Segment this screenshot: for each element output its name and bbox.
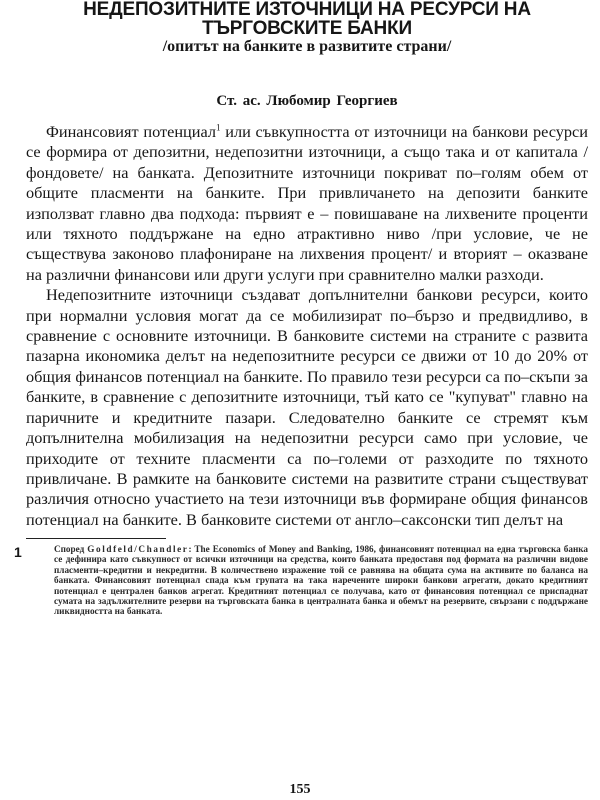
title-line-1: НЕДЕПОЗИТНИТЕ ИЗТОЧНИЦИ НА РЕСУРСИ НА — [83, 0, 531, 20]
paragraph-1-start: Финансовият потенциал — [46, 122, 216, 141]
footnote-text — [54, 544, 588, 617]
paragraph-1 — [26, 122, 588, 285]
paragraph-1-rest: или съвкупността от източници на банкови ресурси се формира от депозитни, недепозитни източници, а също така и от капитала /фондовете/ на банката. Депозитните източници покриват по–голям обем от общите пласменти на банките. При привличането на депозити банките използват главно два подхода: първият е – повишаване на лихвените проценти или тяхното поддържане на едно атрактивно ниво /при условие, че не съществува законово плафониране на лихвения процент/ и вторият – оказване на различни финансови или други услуги при сравнително малки разходи. — [26, 122, 588, 284]
footnote-lead: Според — [54, 544, 88, 554]
body-text — [26, 122, 588, 530]
document-title — [26, 0, 588, 38]
footnote-separator — [26, 538, 166, 539]
footnote-body: : The Economics of Money and Banking, 1986, финансовият потенциал на една търговска банка се дефинира като съвкупност от всички източници на средства, които банката предоставя под формата на различни видове пласменти–кредитни и некредитни. В количествено изражение той се равнява на общата сума на активите по баланса на банката. Финансовият потенциал спада към групата на така наречените широки банкови агрегати, докато кредитният потенциал е централен банков агрегат. Кредитният потенциал се получава, като от финансовия потенциал се приспаднат сумата на задължителните резерви на търговската банка в централната банка и обемът на резервите, свързани с поддържане ликвидността на банката. — [54, 544, 588, 617]
footnote — [14, 544, 588, 617]
title-line-2: ТЪРГОВСКИТЕ БАНКИ — [202, 18, 412, 39]
document-subtitle: /опитът на банките в развитите страни/ — [162, 38, 452, 55]
author-line: Ст. ас. Любомир Георгиев — [216, 93, 398, 109]
paragraph-2: Недепозитните източници създават допълнителни банкови ресурси, които при нормални условия могат да се мобилизират по–бързо и предвидливо, в сравнение с основните източници. В банковите системи на страните с развита пазарна икономика делът на недепозитните ресурси се движи от 10 до 20% от общия финансов потенциал на банките. По правило тези ресурси са по–скъпи за банките, в сравнение с депозитните източници, тъй като се "купуват" главно на паричните и кредитните пазари. Следователно банките се стремят към допълнителна мобилизация на недепозитни ресурси само при условие, че приходите от техните пласменти са по–големи от разходите по тяхното привличане. В рамките на банковите системи на развитите страни съществуват различия относно участието на тези източници във формиране общия финансов потенциал на банките. В банковите системи от англо–саксонски тип делът на — [26, 285, 588, 529]
footnote-authors: Goldfeld/Chandler — [87, 544, 189, 554]
footnote-number: 1 — [14, 544, 22, 560]
footnote-reference: 1 — [215, 122, 221, 133]
page-number: 155 — [289, 782, 311, 797]
